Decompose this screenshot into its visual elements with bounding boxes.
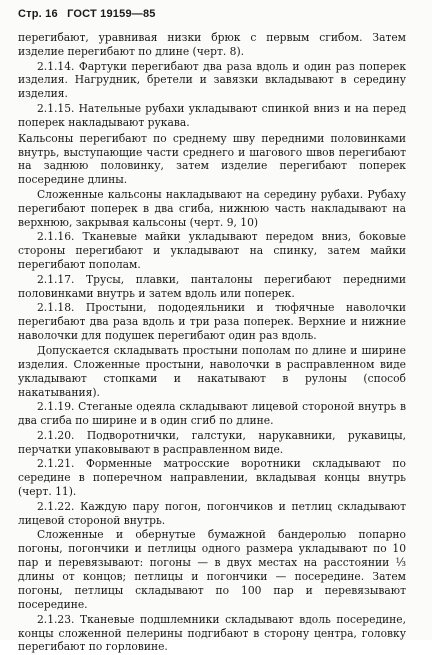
- page-header: [18, 8, 162, 20]
- paragraph-2-1-17: 2.1.17. Трусы, плавки, панталоны перегибают передними половинками внутрь и затем вдоль или поперек.: [18, 272, 406, 300]
- paragraph-sheets-allowed: Допускается складывать простыни пополам по длине и ширине изделия. Сложенные простыни, наволочки в расправленном виде укладывают стопками и накатывают в рулоны (способ накатывания).: [18, 343, 406, 399]
- paragraph-2-1-20: 2.1.20. Подворотнички, галстуки, нарукавники, рукавицы, перчатки упаковывают в расправленном виде.: [18, 428, 406, 456]
- body-text: [18, 31, 406, 655]
- paragraph-folded-underpants: Сложенные кальсоны накладывают на середину рубахи. Рубаху перегибают поперек в два сгиба, нижнюю часть накладывают на верхнюю, закрывая кальсоны (черт. 9, 10): [18, 187, 406, 229]
- paragraph-2-1-23: 2.1.23. Тканевые подшлемники складывают вдоль посередине, концы сложенной пелерины подгибают в сторону центра, головку перегибают по горловине.: [18, 612, 406, 654]
- page-number-label: Стр. 16: [18, 8, 58, 20]
- paragraph-underpants: Кальсоны перегибают по среднему шву передними половинками внутрь, выступающие части среднего и шагового швов перегибают на заднюю половинку, затем изделие перегибают поперек посередине длины.: [18, 131, 406, 187]
- paragraph-2-1-16: 2.1.16. Тканевые майки укладывают передом вниз, боковые стороны перегибают и укладывают на спинку, затем майки перегибают пополам.: [18, 230, 406, 272]
- standard-number: ГОСТ 19159—85: [67, 8, 156, 20]
- paragraph-2-1-21: 2.1.21. Форменные матросские воротники складывают по середине в поперечном направлении, вкладывая концы внутрь (черт. 11).: [18, 457, 406, 499]
- paragraph-2-1-15: 2.1.15. Нательные рубахи укладывают спинкой вниз и на перед поперек накладывают рукава.: [18, 102, 406, 129]
- paragraph-trousers-continued: перегибают, уравнивая низки брюк с первым сгибом. Затем изделие перегибают по длине (черт. 8).: [18, 31, 406, 58]
- paragraph-2-1-19: 2.1.19. Стеганые одеяла складывают лицевой стороной внутрь в два сгиба по ширине и в один сгиб по длине.: [18, 400, 406, 428]
- paragraph-shoulder-straps-packing: Сложенные и обернутые бумажной бандеролью попарно погоны, погончики и петлицы одного размера укладывают по 10 пар и перевязывают: погоны — в двух местах на расстоянии ⅓ длины от концов; петлицы и погончики — посередине. Затем погоны, петлицы складывают по 100 пар и перевязывают посередине.: [18, 528, 406, 611]
- paragraph-2-1-22: 2.1.22. Каждую пару погон, погончиков и петлиц складывают лицевой стороной внутрь.: [18, 499, 406, 527]
- paragraph-2-1-18: 2.1.18. Простыни, пододеяльники и тюфячные наволочки перегибают два раза вдоль и три раза поперек. Верхние и нижние наволочки для подушек перегибают один раз вдоль.: [18, 301, 406, 343]
- paragraph-2-1-14: 2.1.14. Фартуки перегибают два раза вдоль и один раз поперек изделия. Нагрудник, бретели и завязки вкладывают в середину изделия.: [18, 59, 406, 101]
